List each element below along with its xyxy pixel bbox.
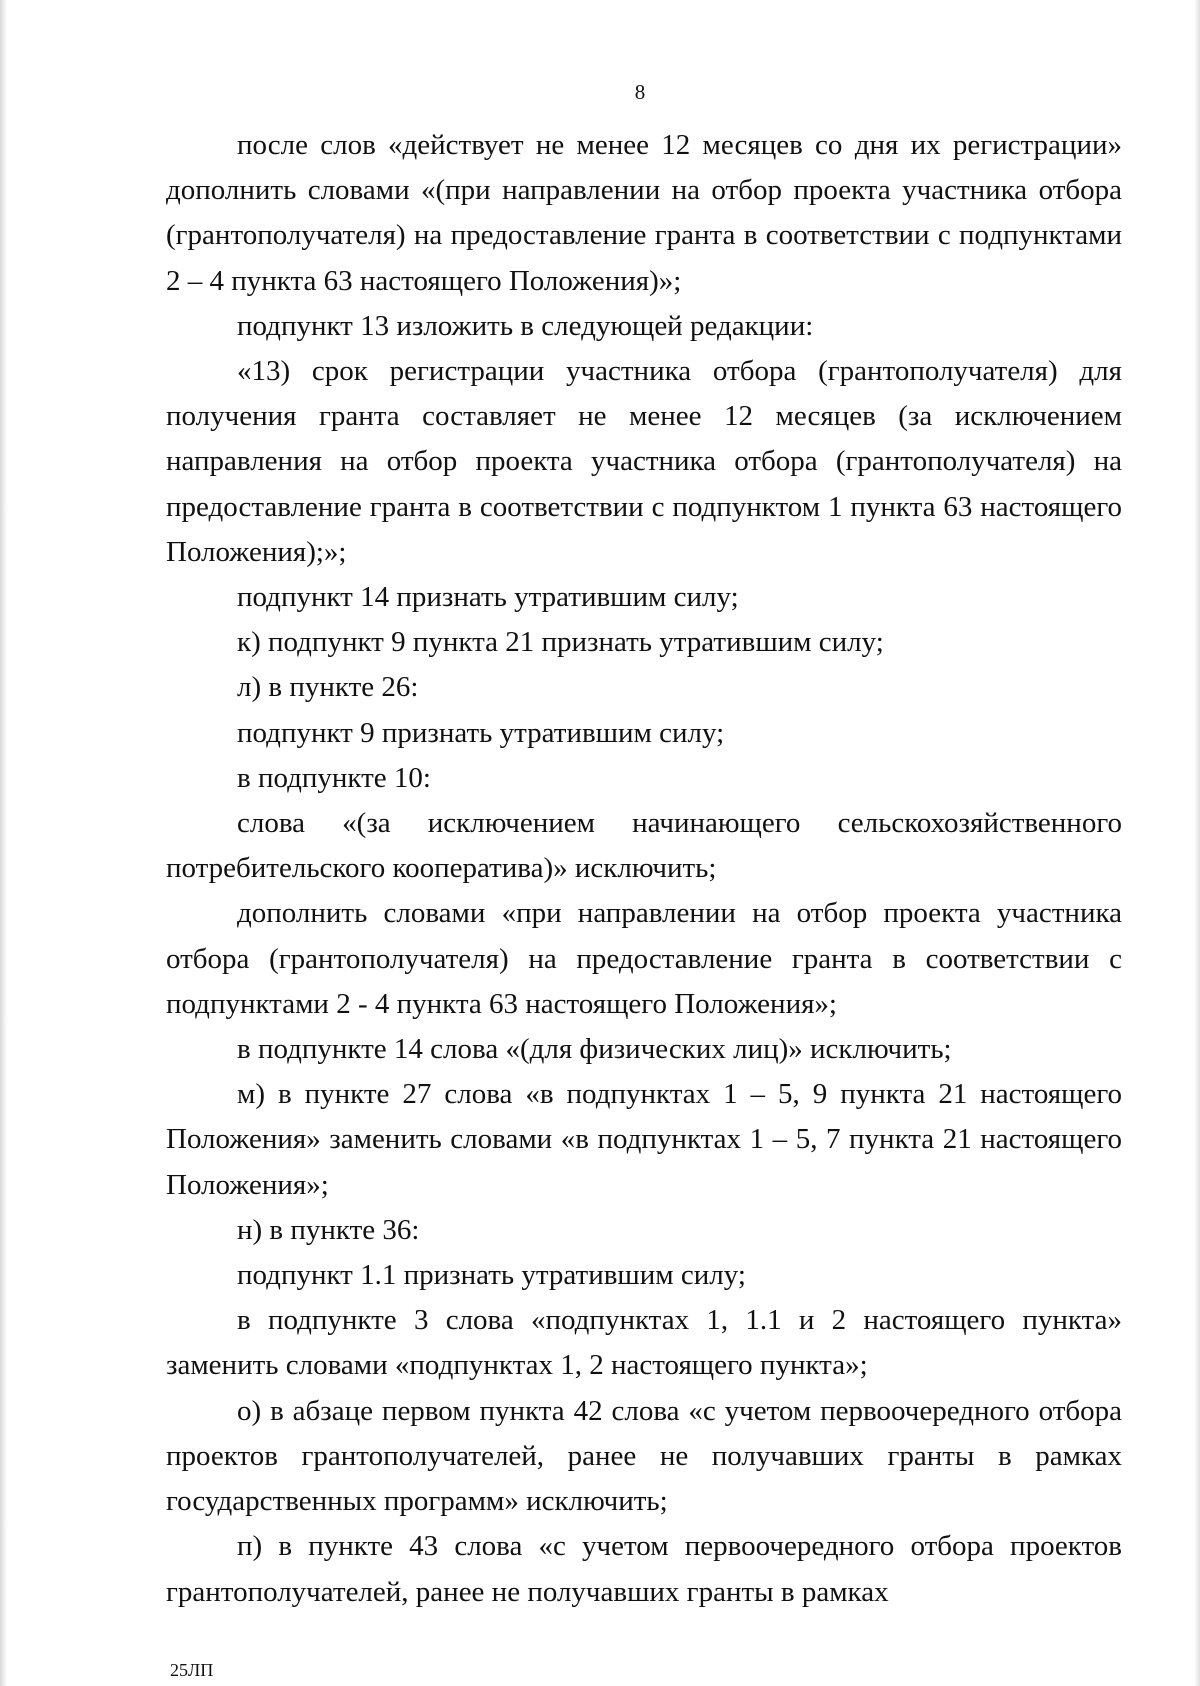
paragraph: о) в абзаце первом пункта 42 слова «с учетом первоочередного отбора проектов грантополучателей, ранее не получавших гранты в рамках государственных программ» исключить; — [166, 1394, 1122, 1518]
paragraph: н) в пункте 36: — [237, 1213, 420, 1246]
document-code: 25ЛП — [170, 1660, 214, 1680]
paragraph: в подпункте 3 слова «подпунктах 1, 1.1 и 2 настоящего пункта» заменить словами «подпунктах 1, 2 настоящего пункта»; — [166, 1304, 1122, 1382]
scan-left-edge — [0, 0, 8, 1686]
paragraph: л) в пункте 26: — [237, 671, 419, 704]
paragraph: в подпункте 10: — [237, 761, 431, 794]
scan-right-edge — [1194, 0, 1200, 1686]
document-body — [166, 123, 1122, 1615]
paragraph: к) подпункт 9 пункта 21 признать утратившим силу; — [237, 626, 884, 659]
paragraph: дополнить словами «при направлении на отбор проекта участника отбора (грантополучателя) на предоставление гранта в соответствии с подпунктами 2 - 4 пункта 63 настоящего Положения»; — [166, 897, 1122, 1020]
paragraph: подпункт 13 изложить в следующей редакции: — [237, 309, 814, 342]
paragraph: подпункт 14 признать утратившим силу; — [237, 581, 739, 614]
page-number: 8 — [634, 80, 646, 104]
paragraph: в подпункте 14 слова «(для физических лиц)» исключить; — [237, 1033, 952, 1066]
paragraph: слова «(за исключением начинающего сельскохозяйственного потребительского кооператива)» исключить; — [166, 807, 1122, 885]
paragraph: подпункт 1.1 признать утратившим силу; — [237, 1259, 746, 1292]
paragraph: подпункт 9 признать утратившим силу; — [237, 716, 725, 749]
paragraph: м) в пункте 27 слова «в подпунктах 1 – 5, 9 пункта 21 настоящего Положения» заменить словами «в подпунктах 1 – 5, 7 пункта 21 настоящего Положения»; — [166, 1078, 1122, 1201]
paragraph: п) в пункте 43 слова «с учетом первоочередного отбора проектов грантополучателей, ранее не получавших гранты в рамках — [166, 1530, 1122, 1608]
paragraph: после слов «действует не менее 12 месяцев со дня их регистрации» дополнить словами «(при направлении на отбор проекта участника отбора (грантополучателя) на предоставление гранта в соответствии с подпунктами 2 – 4 пункта 63 настоящего Положения)»; — [166, 129, 1122, 297]
paragraph: «13) срок регистрации участника отбора (грантополучателя) для получения гранта составляет не менее 12 месяцев (за исключением направления на отбор проекта участника отбора (грантополучателя) на предоставление гранта в соответствии с подпунктом 1 пункта 63 настоящего Положения);»; — [166, 355, 1122, 568]
